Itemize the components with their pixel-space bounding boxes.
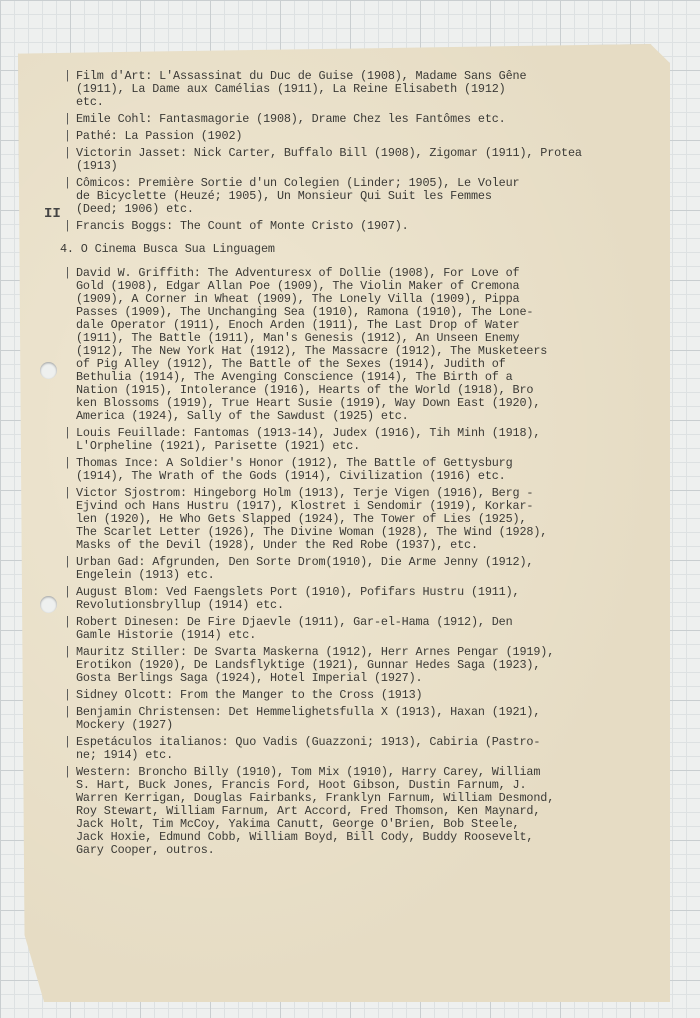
list-item: | Louis Feuillade: Fantomas (1913-14), Judex (1916), Tih Minh (1918), L'Orpheline (1921), Parisette (1921) etc.: [60, 427, 645, 453]
section-title: 4. O Cinema Busca Sua Linguagem: [60, 242, 275, 256]
list-item: | Pathé: La Passion (1902): [60, 130, 645, 143]
list-item: | Cômicos: Première Sortie d'un Colegien (Linder; 1905), Le Voleur de Bicyclette (Heuzé; 1905), Un Monsieur Qui Suit les Femmes (Deed; 1906) etc.: [60, 177, 645, 216]
list-item: | Victor Sjostrom: Hingeborg Holm (1913), Terje Vigen (1916), Berg - Ejvind och Hans Hustru (1917), Klostret i Sendomir (1919), Korkar- len (1920), He Who Gets Slapped (1924), The Tower of Lies (1925), The Scarlet Letter (1926), The Divine Woman (1928), The Wind (1928), Masks of the Devil (1928), Under the Red Robe (1937), etc.: [60, 487, 645, 552]
list-item: | Western: Broncho Billy (1910), Tom Mix (1910), Harry Carey, William S. Hart, Buck Jones, Francis Ford, Hoot Gibson, Dustin Farnum, J. Warren Kerrigan, Douglas Fairbanks, Franklyn Farnum, William Desmond, Roy Stewart, William Farnum, Art Accord, Fred Thomson, Ken Maynard, Jack Holt, Tim McCoy, Yakima Canutt, George O'Brien, Bob Steele, Jack Hoxie, Edmund Cobb, William Boyd, Bill Cody, Buddy Roosevelt, Gary Cooper, outros.: [60, 766, 645, 857]
punch-hole-top: [40, 362, 57, 379]
list-item: | Emile Cohl: Fantasmagorie (1908), Drame Chez les Fantômes etc.: [60, 113, 645, 126]
list-item: | Francis Boggs: The Count of Monte Cristo (1907).: [60, 220, 645, 233]
list-item: | Mauritz Stiller: De Svarta Maskerna (1912), Herr Arnes Pengar (1919), Erotikon (1920), De Landsflyktige (1921), Gunnar Hedes Saga (1923), Gosta Berlings Saga (1924), Hotel Imperial (1927).: [60, 646, 645, 685]
entries-list-post: [60, 267, 645, 857]
list-item: | August Blom: Ved Faengslets Port (1910), Pofifars Hustru (1911), Revolutionsbryllup (1914) etc.: [60, 586, 645, 612]
list-item: | Sidney Olcott: From the Manger to the Cross (1913): [60, 689, 645, 702]
page-content: [60, 70, 645, 861]
list-item: | Film d'Art: L'Assassinat du Duc de Guise (1908), Madame Sans Gêne (1911), La Dame aux Camélias (1911), La Reine Elisabeth (1912) etc.: [60, 70, 645, 109]
margin-mark: II: [44, 206, 61, 222]
list-item: | Urban Gad: Afgrunden, Den Sorte Drom(1910), Die Arme Jenny (1912), Engelein (1913) etc.: [60, 556, 645, 582]
list-item: | Victorin Jasset: Nick Carter, Buffalo Bill (1908), Zigomar (1911), Protea (1913): [60, 147, 645, 173]
entries-list-pre: [60, 70, 645, 233]
list-item: | Thomas Ince: A Soldier's Honor (1912), The Battle of Gettysburg (1914), The Wrath of the Gods (1914), Civilization (1916) etc.: [60, 457, 645, 483]
list-item: | Robert Dinesen: De Fire Djaevle (1911), Gar-el-Hama (1912), Den Gamle Historie (1914) etc.: [60, 616, 645, 642]
punch-hole-bottom: [40, 596, 57, 613]
list-item: | Espetáculos italianos: Quo Vadis (Guazzoni; 1913), Cabiria (Pastro- ne; 1914) etc.: [60, 736, 645, 762]
list-item: | Benjamin Christensen: Det Hemmelighetsfulla X (1913), Haxan (1921), Mockery (1927): [60, 706, 645, 732]
list-item: | David W. Griffith: The Adventuresx of Dollie (1908), For Love of Gold (1908), Edgar Allan Poe (1909), The Violin Maker of Cremona (1909), A Corner in Wheat (1909), The Lonely Villa (1909), Pippa Passes (1909), The Unchanging Sea (1910), Ramona (1910), The Lone- dale Operator (1911), Enoch Arden (1911), The Last Drop of Water (1911), The Battle (1911), Man's Genesis (1912), An Unseen Enemy (1912), The New York Hat (1912), The Massacre (1912), The Musketeers of Pig Alley (1912), The Battle of the Sexes (1914), Judith of Bethulia (1914), The Avenging Conscience (1914), The Birth of a Nation (1915), Intolerance (1916), Hearts of the World (1918), Bro ken Blossoms (1919), True Heart Susie (1919), Way Down East (1920), America (1924), Sally of the Sawdust (1925) etc.: [60, 267, 645, 423]
